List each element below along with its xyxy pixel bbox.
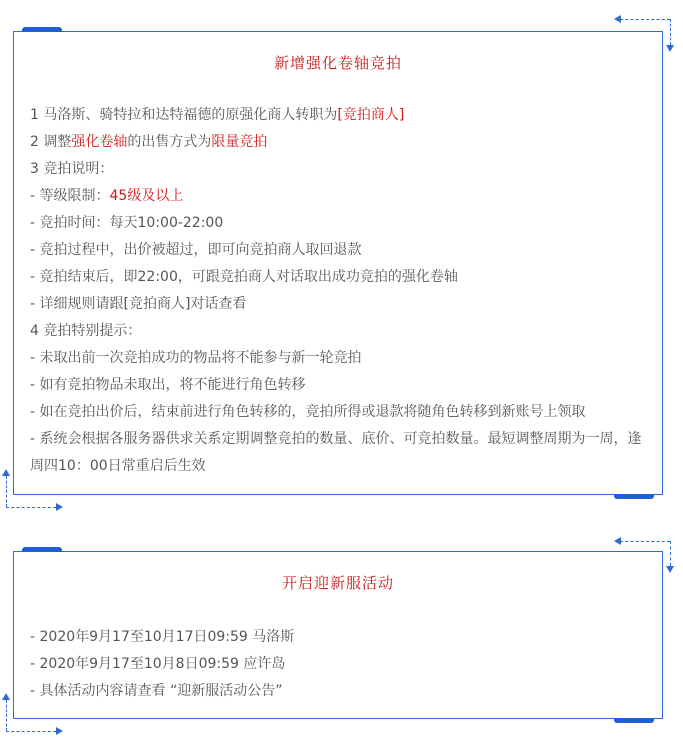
line-text: - 如有竞拍物品未取出，将不能进行角色转移 <box>30 377 306 393</box>
text-line <box>30 372 654 399</box>
line-text: - 等级限制： <box>30 188 110 204</box>
card-tab-accent <box>614 718 654 723</box>
line-text: - 竞拍时间：每天10:00-22:00 <box>30 215 224 231</box>
text-line <box>30 624 654 651</box>
line-text: - 2020年9月17至10月17日09:59 马洛斯 <box>30 629 295 645</box>
text-line <box>30 678 654 705</box>
section-title: 开启迎新服活动 <box>281 574 394 592</box>
section-body <box>30 102 654 480</box>
highlight-text: [竞拍商人] <box>337 107 405 123</box>
highlight-text: 限量竞拍 <box>211 134 268 150</box>
line-text: - 竞拍过程中，出价被超过，即可向竞拍商人取回退款 <box>30 242 362 258</box>
section-body <box>30 624 654 705</box>
text-line <box>30 291 654 318</box>
line-text: - 如在竞拍出价后，结束前进行角色转移的，竞拍所得或退款将随角色转移到新账号上领取 <box>30 404 586 420</box>
card-tab-accent <box>614 494 654 499</box>
line-text: - 详细规则请跟[竞拍商人]对话查看 <box>30 296 247 312</box>
announcement-card-auction <box>13 31 663 495</box>
text-line <box>30 399 654 426</box>
text-line <box>30 129 654 156</box>
section-title: 新增强化卷轴竞拍 <box>273 54 402 72</box>
announcement-card-new-server <box>13 551 663 719</box>
text-line <box>30 426 654 480</box>
text-line <box>30 102 654 129</box>
text-line <box>30 345 654 372</box>
card-tab-accent <box>22 27 62 32</box>
line-text: - 未取出前一次竞拍成功的物品将不能参与新一轮竞拍 <box>30 350 362 366</box>
card-tab-accent <box>22 547 62 552</box>
line-text: 1 马洛斯、骑特拉和达特福德的原强化商人转职为 <box>30 107 338 123</box>
line-text: - 具体活动内容请查看 “迎新服活动公告” <box>30 683 283 699</box>
line-text: 2 调整 <box>30 134 72 150</box>
text-line <box>30 210 654 237</box>
line-text: 3 竞拍说明： <box>30 161 114 177</box>
highlight-text: 强化卷轴 <box>71 134 128 150</box>
text-line <box>30 318 654 345</box>
text-line <box>30 651 654 678</box>
line-text: - 竞拍结束后，即22:00，可跟竞拍商人对话取出成功竞拍的强化卷轴 <box>30 269 458 285</box>
text-line <box>30 264 654 291</box>
text-line <box>30 156 654 183</box>
text-line <box>30 183 654 210</box>
line-text: - 系统会根据各服务器供求关系定期调整竞拍的数量、底价、可竞拍数量。最短调整周期为一周，逢周四10：00日常重启后生效 <box>30 431 642 474</box>
line-text: 的出售方式为 <box>127 134 212 150</box>
line-text: 4 竞拍特别提示： <box>30 323 142 339</box>
highlight-text: 45级及以上 <box>109 188 184 204</box>
line-text: - 2020年9月17至10月8日09:59 应许岛 <box>30 656 286 672</box>
text-line <box>30 237 654 264</box>
